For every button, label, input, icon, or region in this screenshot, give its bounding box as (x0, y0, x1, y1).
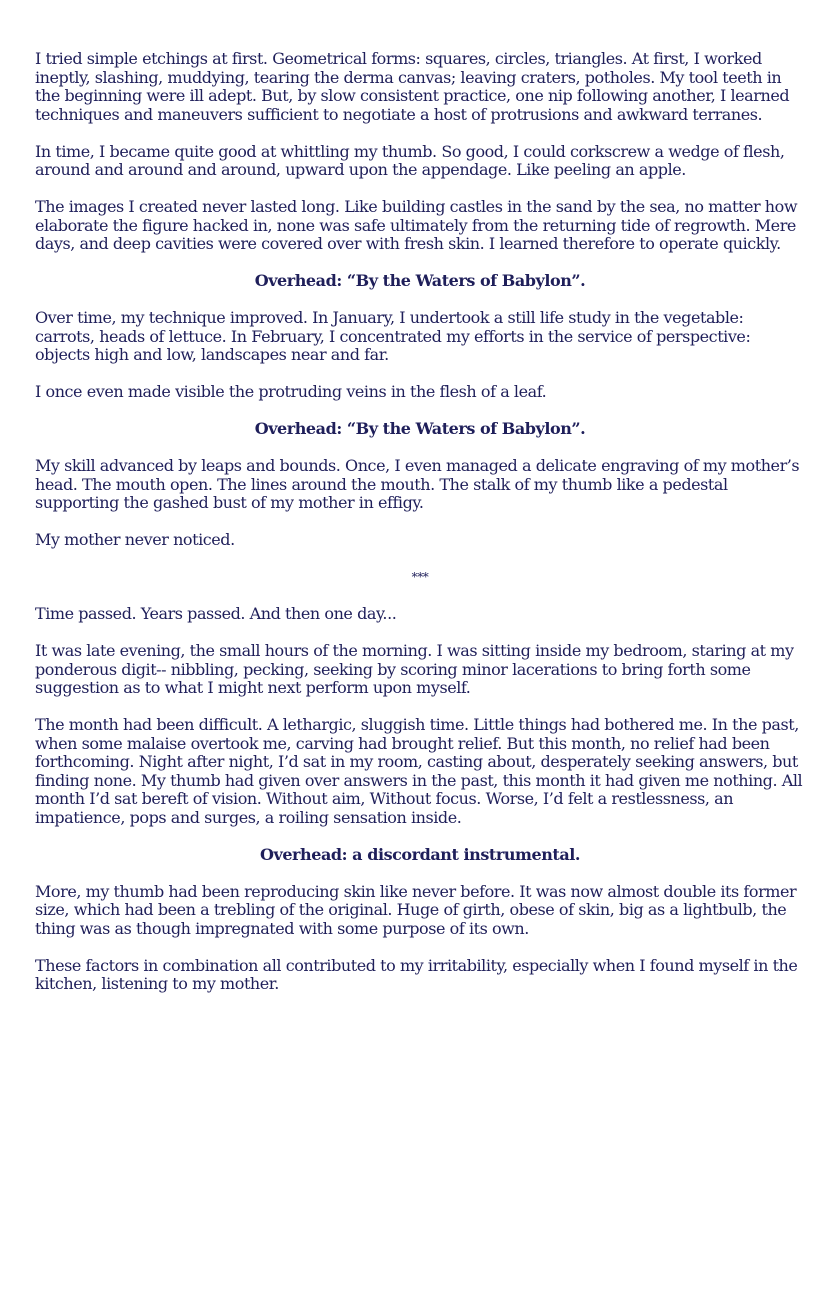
paragraph: My mother never noticed. (35, 530, 235, 549)
document-page (35, 50, 805, 1012)
section-heading: Overhead: “By the Waters of Babylon”. (254, 419, 586, 438)
paragraph: Over time, my technique improved. In January, I undertook a still life study in the vegetable: carrots, heads of lettuce. In February, I concentrated my efforts in the service of perspective: objects high and low, landscapes near and far. (35, 308, 751, 364)
paragraph: It was late evening, the small hours of the morning. I was sitting inside my bedroom, staring at my ponderous digit-- nibbling, pecking, seeking by scoring minor lacerations to bring forth some suggestion as to what I might next perform upon myself. (35, 641, 794, 697)
paragraph: I once even made visible the protruding veins in the flesh of a leaf. (35, 382, 547, 401)
paragraph: In time, I became quite good at whittling my thumb. So good, I could corkscrew a wedge of flesh, around and around and around, upward upon the appendage. Like peeling an apple. (35, 141, 785, 179)
paragraph: My skill advanced by leaps and bounds. Once, I even managed a delicate engraving of my mother’s head. The mouth open. The lines around the mouth. The stalk of my thumb like a pedestal supporting the gashed bust of my mother in effigy. (35, 456, 800, 512)
section-heading: Overhead: a discordant instrumental. (259, 844, 580, 864)
paragraph: The month had been difficult. A lethargic, sluggish time. Little things had bothered me. In the past, when some malaise overtook me, carving had brought relief. But this month, no relief had been forthcoming. Night after night, I’d sat in my room, casting about, desperately seeking answers, but finding none. My thumb had given over answers in the past, this month it had given me nothing. All month I’d sat bereft of vision. Without aim, Without focus. Worse, I’d felt a restlessness, an impatience, pops and surges, a roiling sensation inside. (35, 715, 803, 827)
paragraph: More, my thumb had been reproducing skin like never before. It was now almost double its former size, which had been a trebling of the original. Huge of girth, obese of skin, big as a lightbulb, the thing was as though impregnated with some purpose of its own. (35, 881, 797, 938)
scene-separator: *** (411, 570, 429, 584)
paragraph: I tried simple etchings at first. Geometrical forms: squares, circles, triangles. At first, I worked ineptly, slashing, muddying, tearing the derma canvas; leaving craters, potholes. My tool teeth in the beginning were ill adept. But, by slow consistent practice, one nip following another, I learned techniques and maneuvers sufficient to negotiate a host of protrusions and awkward terranes. (35, 49, 790, 124)
paragraph: These factors in combination all contributed to my irritability, especially when I found myself in the kitchen, listening to my mother. (35, 955, 798, 993)
section-heading: Overhead: “By the Waters of Babylon”. (254, 271, 586, 290)
paragraph: The images I created never lasted long. Like building castles in the sand by the sea, no matter how elaborate the figure hacked in, none was safe ultimately from the returning tide of regrowth. Mere days, and deep cavities were covered over with fresh skin. I learned therefore to operate quickly. (35, 197, 798, 253)
paragraph: Time passed. Years passed. And then one day... (35, 604, 397, 623)
